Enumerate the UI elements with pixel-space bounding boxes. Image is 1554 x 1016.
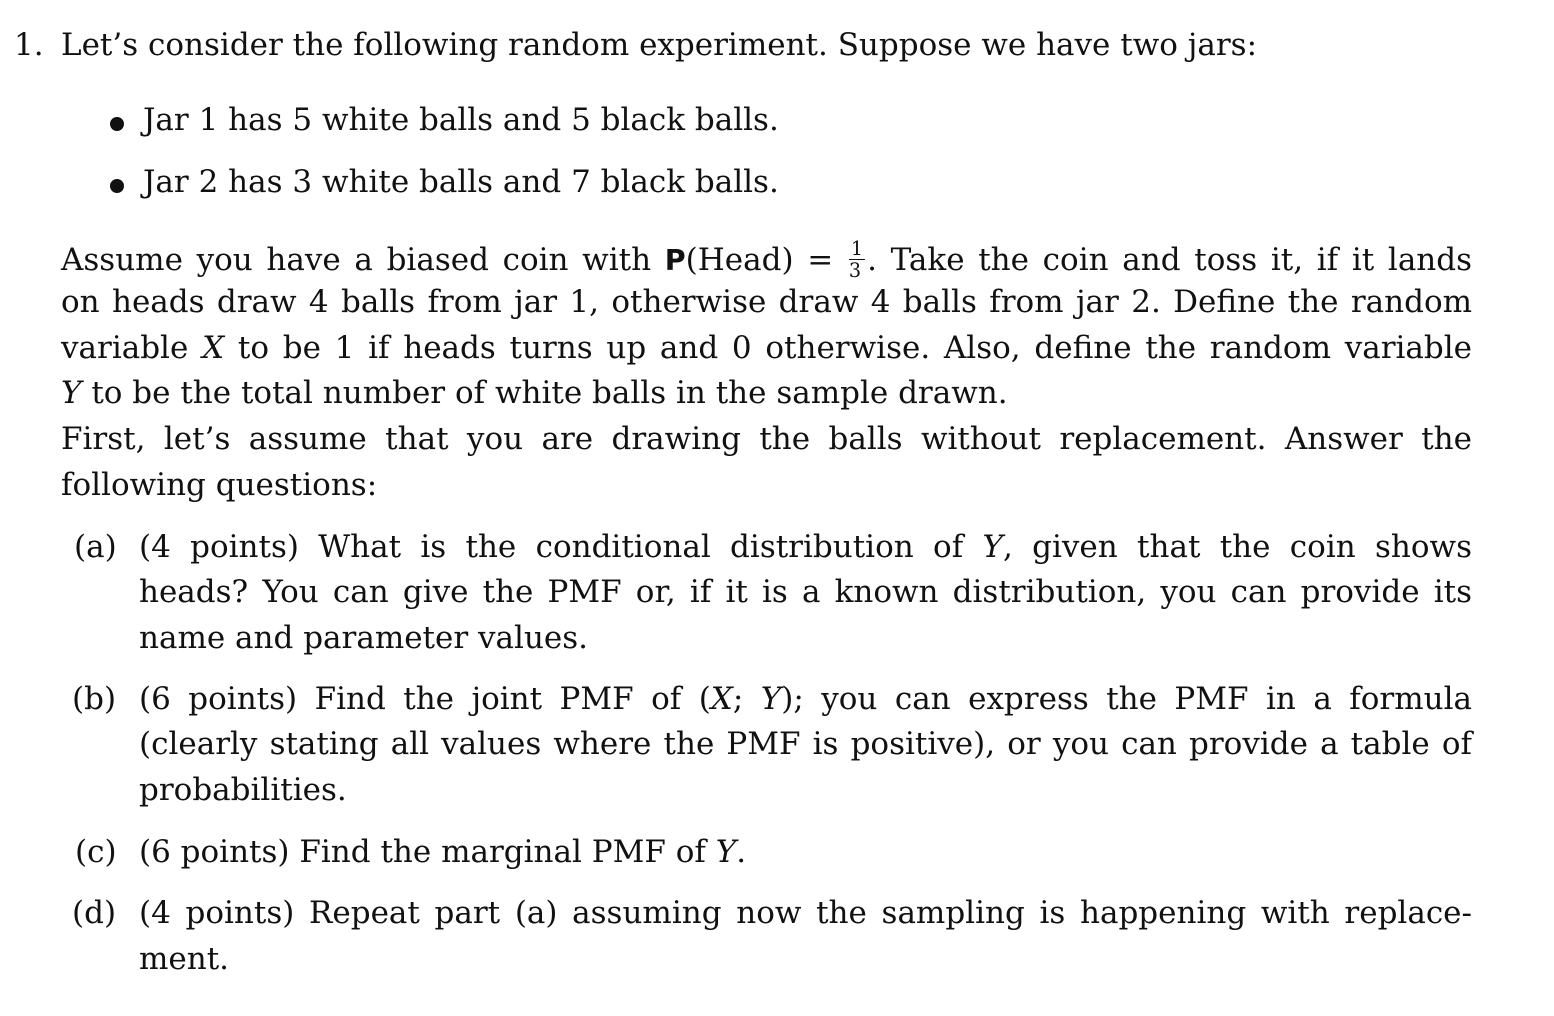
part-a-line2: heads? You can give the PMF or, if it is a known distribution, you can provide its (139, 574, 1472, 610)
part-b-line3: probabilities. (139, 772, 347, 808)
para1-line1: Assume you have a biased coin with P(Head) = $\frac{1}{3}$ . Take the coin and toss it, if it lands (61, 237, 1473, 283)
part-a-line1: (4 points) What is the conditional distribution of Y, given that the coin shows (139, 529, 1472, 565)
part-c-line1: (6 points) Find the marginal PMF of Y. (139, 834, 747, 870)
part-d-label: (d) (72, 895, 117, 931)
part-a-line3: name and parameter values. (139, 620, 589, 656)
part-b-line2: (clearly stating all values where the PMF is positive), or you can provide a table of (139, 726, 1472, 762)
part-d-line1: (4 points) Repeat part (a) assuming now the sampling is happening with replace- (139, 895, 1472, 931)
part-a-label: (a) (74, 529, 117, 565)
part-d-line2: ment. (139, 941, 230, 977)
probability-symbol: P (664, 244, 686, 278)
para2-line1: First, let’s assume that you are drawing the balls without replacement. Answer the (61, 421, 1472, 457)
problem-intro: Let’s consider the following random experiment. Suppose we have two jars: (61, 27, 1258, 63)
para2-line2: following questions: (61, 467, 378, 503)
jar-1-item: Jar 1 has 5 white balls and 5 black balls. (143, 102, 779, 138)
part-b-line1: (6 points) Find the joint PMF of (X; Y); you can express the PMF in a formula (139, 681, 1472, 717)
part-b-label: (b) (72, 681, 117, 717)
bullet-icon (110, 117, 124, 131)
bullet-icon (110, 179, 124, 193)
part-c-label: (c) (75, 834, 117, 870)
para1-line2: on heads draw 4 balls from jar 1, otherwise draw 4 balls from jar 2. Define the random (61, 284, 1472, 320)
problem-number: 1. (14, 27, 44, 63)
para1-line3: variable X to be 1 if heads turns up and 0 otherwise. Also, define the random variable (61, 330, 1473, 366)
jar-2-item: Jar 2 has 3 white balls and 7 black balls. (143, 164, 779, 200)
fraction-one-third: $\frac{1}{3}$ (848, 237, 864, 283)
para1-line4: Y to be the total number of white balls in the sample drawn. (61, 375, 1008, 411)
